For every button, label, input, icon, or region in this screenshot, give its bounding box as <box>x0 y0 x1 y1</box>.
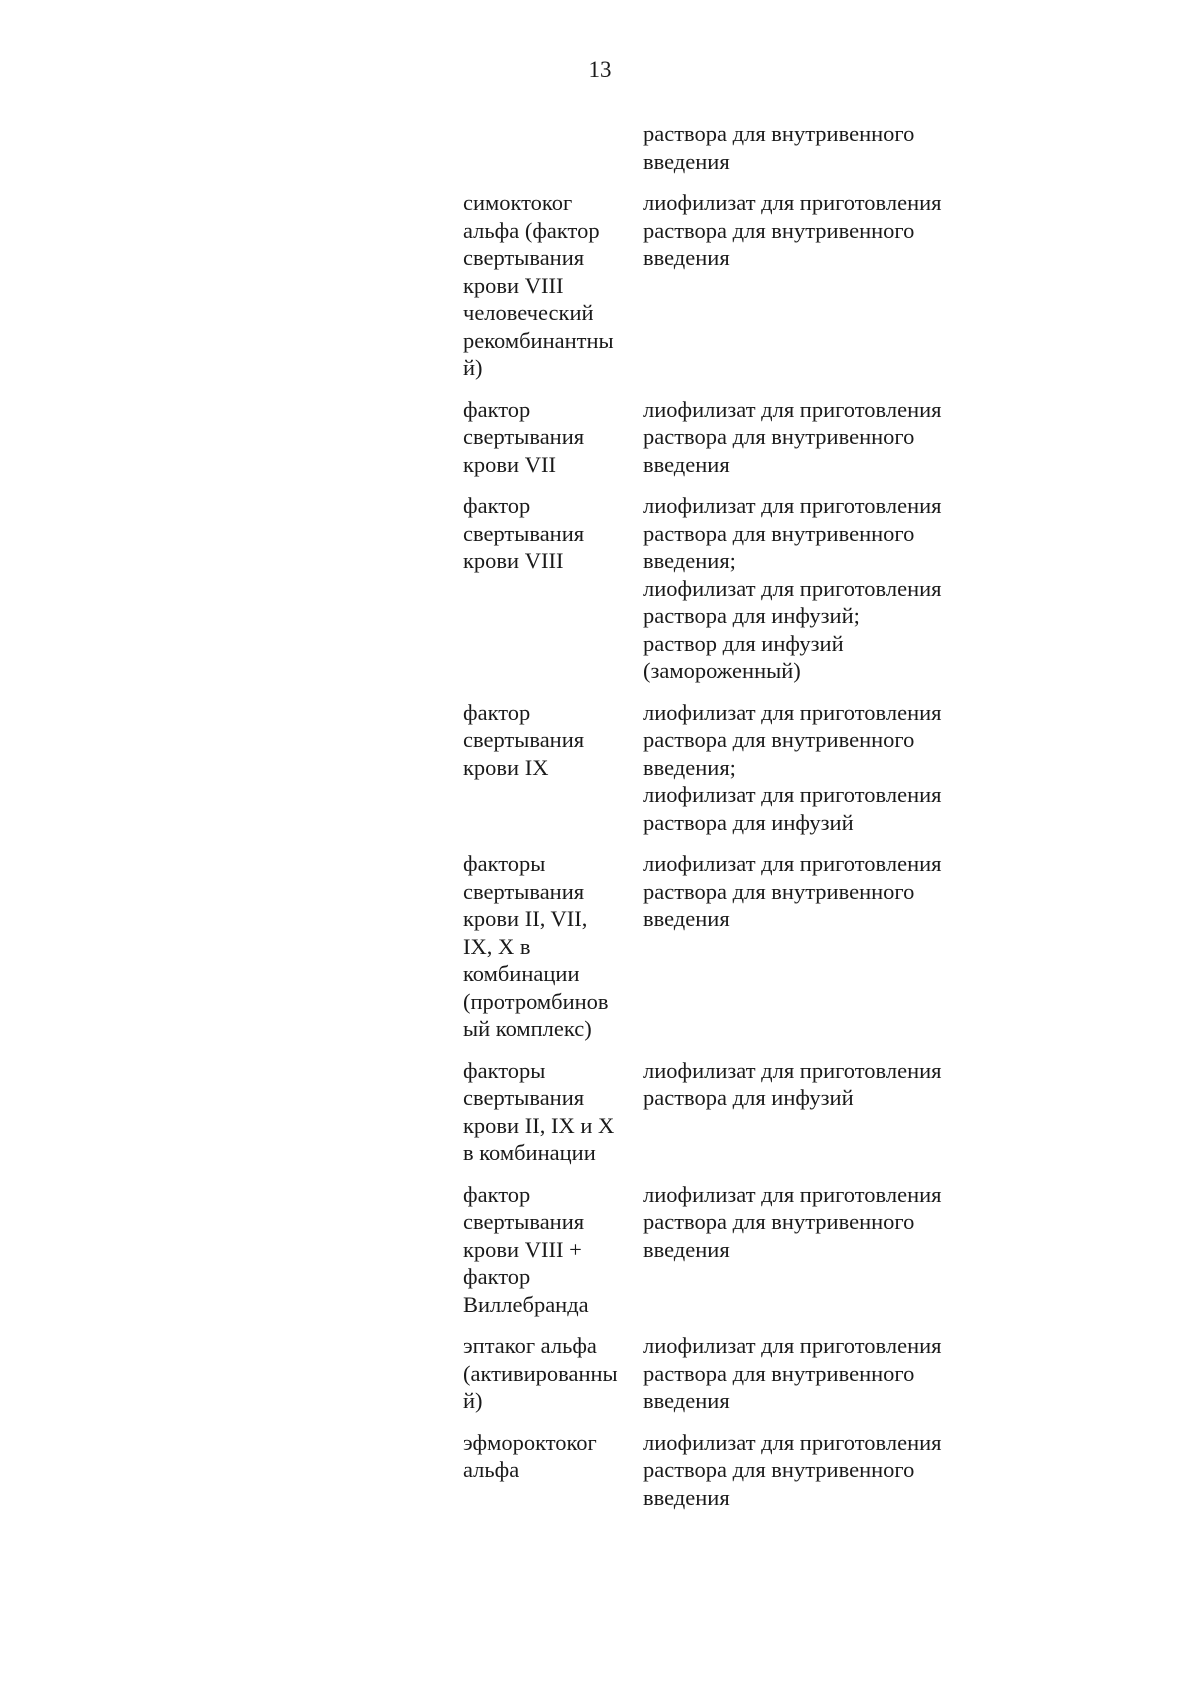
table-row <box>463 850 983 1043</box>
table-row <box>463 1181 983 1319</box>
dosage-form: лиофилизат для приготовления раствора для внутривенного введения; лиофилизат для приготовления раствора для инфузий; раствор для инфузий (замороженный) <box>643 493 942 683</box>
drug-name: эфмороктоког альфа <box>463 1429 597 1482</box>
drug-name: симоктоког альфа (фактор свертывания крови VIII человеческий рекомбинантны й) <box>463 190 614 380</box>
dosage-form: лиофилизат для приготовления раствора для инфузий <box>643 1057 942 1110</box>
table-row <box>463 699 983 837</box>
dosage-form: лиофилизат для приготовления раствора для внутривенного введения <box>643 1429 942 1510</box>
drug-name: факторы свертывания крови II, VII, IX, X в комбинации (протромбинов ый комплекс) <box>463 851 609 1041</box>
table-row <box>463 396 983 479</box>
drug-name: фактор свертывания крови VIII + фактор Виллебранда <box>463 1181 589 1317</box>
dosage-form: раствора для внутривенного введения <box>643 121 915 174</box>
dosage-form: лиофилизат для приготовления раствора для внутривенного введения <box>643 1181 942 1262</box>
drug-name: факторы свертывания крови II, IX и X в комбинации <box>463 1057 615 1165</box>
table-row <box>463 1332 983 1415</box>
dosage-form: лиофилизат для приготовления раствора для внутривенного введения <box>643 851 942 931</box>
drug-name: фактор свертывания крови VIII <box>463 493 585 573</box>
drug-name: фактор свертывания крови IX <box>463 699 585 780</box>
dosage-form: лиофилизат для приготовления раствора для внутривенного введения <box>643 396 942 477</box>
dosage-form: лиофилизат для приготовления раствора для внутривенного введения; лиофилизат для приготовления раствора для инфузий <box>643 699 942 835</box>
table-row <box>463 1429 983 1512</box>
drug-name: фактор свертывания крови VII <box>463 396 585 477</box>
drug-table <box>463 120 983 1511</box>
table-row <box>463 189 983 382</box>
table-row <box>463 120 983 175</box>
table-row <box>463 1057 983 1167</box>
dosage-form: лиофилизат для приготовления раствора для внутривенного введения <box>643 1333 942 1413</box>
dosage-form: лиофилизат для приготовления раствора для внутривенного введения <box>643 190 942 270</box>
page-number: 13 <box>588 57 612 82</box>
drug-name: эптаког альфа (активированны й) <box>463 1333 618 1413</box>
table-row <box>463 492 983 685</box>
